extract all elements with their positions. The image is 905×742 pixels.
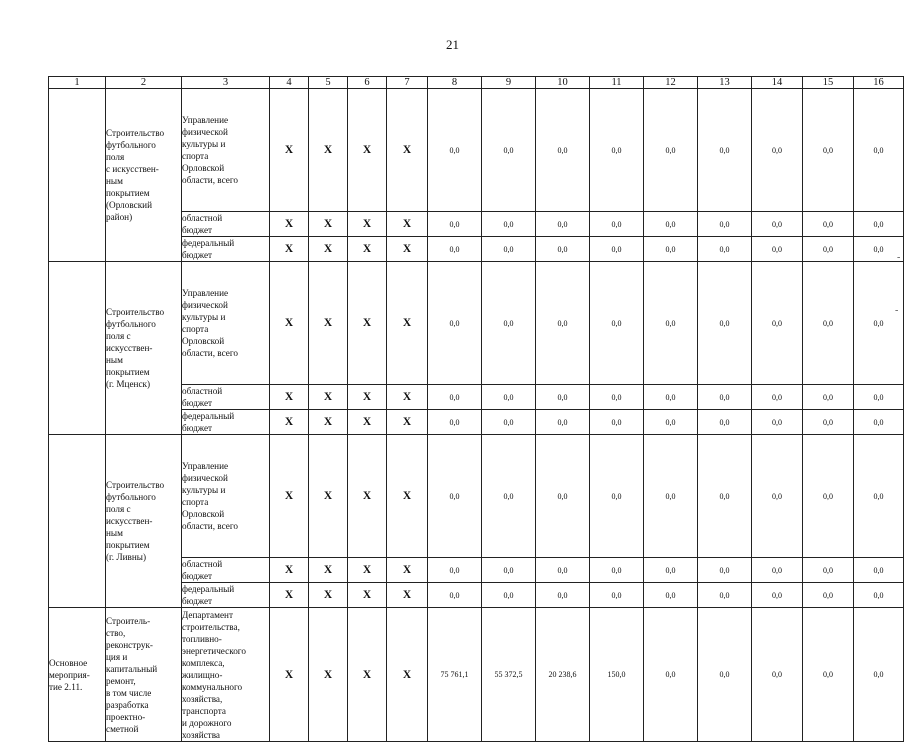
amount-cell: 0,0 xyxy=(482,385,536,410)
budget-table xyxy=(48,76,904,742)
amount-cell: 0,0 xyxy=(428,262,482,385)
code-x-cell: X xyxy=(387,237,428,262)
amount-cell: 0,0 xyxy=(698,385,752,410)
column-header-12: 12 xyxy=(644,77,698,89)
code-x-cell: X xyxy=(348,608,387,742)
amount-cell: 0,0 xyxy=(698,237,752,262)
column-header-2: 2 xyxy=(106,77,182,89)
amount-cell: 0,0 xyxy=(752,608,803,742)
amount-cell: 0,0 xyxy=(536,583,590,608)
amount-cell: 0,0 xyxy=(644,262,698,385)
executor-cell: областной бюджет xyxy=(182,212,270,237)
code-x-cell: X xyxy=(348,262,387,385)
code-x-cell: X xyxy=(270,212,309,237)
amount-cell: 0,0 xyxy=(590,385,644,410)
executor-cell: федеральный бюджет xyxy=(182,237,270,262)
amount-cell: 0,0 xyxy=(752,262,803,385)
code-x-cell: X xyxy=(309,89,348,212)
amount-cell: 0,0 xyxy=(590,237,644,262)
code-x-cell: X xyxy=(309,385,348,410)
column-header-13: 13 xyxy=(698,77,752,89)
amount-cell: 0,0 xyxy=(536,385,590,410)
code-x-cell: X xyxy=(270,583,309,608)
column-header-1: 1 xyxy=(49,77,106,89)
table-row xyxy=(49,89,904,212)
amount-cell: 0,0 xyxy=(698,89,752,212)
amount-cell: 0,0 xyxy=(698,212,752,237)
executor-cell: Управление физической культуры и спорта Орловской области, всего xyxy=(182,89,270,212)
amount-cell: 0,0 xyxy=(803,89,854,212)
amount-cell: 0,0 xyxy=(752,237,803,262)
amount-cell: 0,0 xyxy=(482,237,536,262)
executor-cell: Департамент строительства, топливно- энергетического комплекса, жилищно- коммунального хозяйства, транспорта и дорожного хозяйства xyxy=(182,608,270,742)
code-x-cell: X xyxy=(387,410,428,435)
column-header-16: 16 xyxy=(854,77,904,89)
column-header-6: 6 xyxy=(348,77,387,89)
margin-mark: - xyxy=(897,252,901,263)
amount-cell: 0,0 xyxy=(752,435,803,558)
amount-cell: 0,0 xyxy=(752,410,803,435)
amount-cell: 0,0 xyxy=(752,558,803,583)
column-header-9: 9 xyxy=(482,77,536,89)
amount-cell: 0,0 xyxy=(803,583,854,608)
amount-cell: 0,0 xyxy=(590,435,644,558)
code-x-cell: X xyxy=(387,262,428,385)
code-x-cell: X xyxy=(348,237,387,262)
project-name-cell: Строительство футбольного поля с искусствен- ным покрытием (Орловский район) xyxy=(106,89,182,262)
amount-cell: 0,0 xyxy=(482,435,536,558)
amount-cell: 0,0 xyxy=(428,558,482,583)
amount-cell: 150,0 xyxy=(590,608,644,742)
column-header-11: 11 xyxy=(590,77,644,89)
amount-cell: 0,0 xyxy=(590,89,644,212)
code-x-cell: X xyxy=(387,558,428,583)
code-x-cell: X xyxy=(309,237,348,262)
project-name-cell: Строительство футбольного поля с искусствен- ным покрытием (г. Мценск) xyxy=(106,262,182,435)
amount-cell: 0,0 xyxy=(854,583,904,608)
executor-cell: федеральный бюджет xyxy=(182,410,270,435)
column-header-8: 8 xyxy=(428,77,482,89)
amount-cell: 0,0 xyxy=(644,237,698,262)
amount-cell: 20 238,6 xyxy=(536,608,590,742)
amount-cell: 0,0 xyxy=(428,583,482,608)
column-header-7: 7 xyxy=(387,77,428,89)
code-x-cell: X xyxy=(348,89,387,212)
code-x-cell: X xyxy=(270,385,309,410)
amount-cell: 0,0 xyxy=(644,385,698,410)
code-x-cell: X xyxy=(348,410,387,435)
code-x-cell: X xyxy=(348,435,387,558)
page-number: 21 xyxy=(446,37,459,52)
amount-cell: 0,0 xyxy=(752,212,803,237)
amount-cell: 0,0 xyxy=(803,237,854,262)
amount-cell: 0,0 xyxy=(428,237,482,262)
amount-cell: 0,0 xyxy=(482,583,536,608)
amount-cell: 0,0 xyxy=(536,410,590,435)
code-x-cell: X xyxy=(309,410,348,435)
amount-cell: 0,0 xyxy=(536,89,590,212)
project-name-cell: Строительство футбольного поля с искусствен- ным покрытием (г. Ливны) xyxy=(106,435,182,608)
amount-cell: 0,0 xyxy=(698,583,752,608)
code-x-cell: X xyxy=(387,435,428,558)
amount-cell: 0,0 xyxy=(803,558,854,583)
code-x-cell: X xyxy=(270,262,309,385)
amount-cell: 0,0 xyxy=(482,262,536,385)
code-x-cell: X xyxy=(309,558,348,583)
code-x-cell: X xyxy=(387,385,428,410)
code-x-cell: X xyxy=(270,435,309,558)
executor-cell: Управление физической культуры и спорта Орловской области, всего xyxy=(182,435,270,558)
amount-cell: 0,0 xyxy=(590,212,644,237)
code-x-cell: X xyxy=(270,558,309,583)
amount-cell: 0,0 xyxy=(644,435,698,558)
amount-cell: 0,0 xyxy=(428,410,482,435)
amount-cell: 0,0 xyxy=(536,212,590,237)
amount-cell: 0,0 xyxy=(482,410,536,435)
amount-cell: 0,0 xyxy=(428,385,482,410)
amount-cell: 0,0 xyxy=(803,435,854,558)
amount-cell: 0,0 xyxy=(854,385,904,410)
table-row xyxy=(49,262,904,385)
amount-cell: 0,0 xyxy=(482,212,536,237)
code-x-cell: X xyxy=(270,410,309,435)
executor-cell: областной бюджет xyxy=(182,385,270,410)
margin-mark: - xyxy=(895,305,899,316)
table-row xyxy=(49,435,904,558)
code-x-cell: X xyxy=(348,558,387,583)
activity-cell xyxy=(49,89,106,262)
amount-cell: 0,0 xyxy=(428,435,482,558)
amount-cell: 0,0 xyxy=(644,608,698,742)
amount-cell: 0,0 xyxy=(854,410,904,435)
column-header-5: 5 xyxy=(309,77,348,89)
column-header-15: 15 xyxy=(803,77,854,89)
amount-cell: 0,0 xyxy=(854,608,904,742)
column-header-4: 4 xyxy=(270,77,309,89)
amount-cell: 0,0 xyxy=(536,262,590,385)
code-x-cell: X xyxy=(309,435,348,558)
code-x-cell: X xyxy=(387,212,428,237)
table-row xyxy=(49,608,904,742)
amount-cell: 0,0 xyxy=(803,212,854,237)
code-x-cell: X xyxy=(270,237,309,262)
amount-cell: 0,0 xyxy=(803,608,854,742)
executor-cell: федеральный бюджет xyxy=(182,583,270,608)
amount-cell: 0,0 xyxy=(644,212,698,237)
code-x-cell: X xyxy=(348,583,387,608)
amount-cell: 55 372,5 xyxy=(482,608,536,742)
amount-cell: 0,0 xyxy=(698,558,752,583)
amount-cell: 0,0 xyxy=(482,558,536,583)
code-x-cell: X xyxy=(348,385,387,410)
code-x-cell: X xyxy=(309,608,348,742)
column-header-10: 10 xyxy=(536,77,590,89)
amount-cell: 0,0 xyxy=(698,410,752,435)
code-x-cell: X xyxy=(309,212,348,237)
executor-cell: областной бюджет xyxy=(182,558,270,583)
amount-cell: 0,0 xyxy=(854,558,904,583)
code-x-cell: X xyxy=(387,608,428,742)
header-row xyxy=(49,77,904,89)
amount-cell: 0,0 xyxy=(803,385,854,410)
column-header-14: 14 xyxy=(752,77,803,89)
amount-cell: 75 761,1 xyxy=(428,608,482,742)
amount-cell: 0,0 xyxy=(854,89,904,212)
amount-cell: 0,0 xyxy=(803,262,854,385)
code-x-cell: X xyxy=(387,89,428,212)
activity-cell: Основное мероприя- тие 2.11. xyxy=(49,608,106,742)
column-header-3: 3 xyxy=(182,77,270,89)
amount-cell: 0,0 xyxy=(482,89,536,212)
amount-cell: 0,0 xyxy=(590,262,644,385)
amount-cell: 0,0 xyxy=(590,410,644,435)
activity-cell xyxy=(49,435,106,608)
amount-cell: 0,0 xyxy=(854,435,904,558)
amount-cell: 0,0 xyxy=(752,583,803,608)
amount-cell: 0,0 xyxy=(854,262,904,385)
amount-cell: 0,0 xyxy=(428,89,482,212)
amount-cell: 0,0 xyxy=(698,608,752,742)
amount-cell: 0,0 xyxy=(536,558,590,583)
activity-cell xyxy=(49,262,106,435)
executor-cell: Управление физической культуры и спорта Орловской области, всего xyxy=(182,262,270,385)
code-x-cell: X xyxy=(387,583,428,608)
project-name-cell: Строитель- ство, реконструк- ция и капитальный ремонт, в том числе разработка проектно- сметной xyxy=(106,608,182,742)
amount-cell: 0,0 xyxy=(536,237,590,262)
code-x-cell: X xyxy=(348,212,387,237)
amount-cell: 0,0 xyxy=(752,385,803,410)
amount-cell: 0,0 xyxy=(752,89,803,212)
amount-cell: 0,0 xyxy=(644,558,698,583)
amount-cell: 0,0 xyxy=(536,435,590,558)
amount-cell: 0,0 xyxy=(590,558,644,583)
amount-cell: 0,0 xyxy=(854,237,904,262)
amount-cell: 0,0 xyxy=(698,435,752,558)
amount-cell: 0,0 xyxy=(803,410,854,435)
amount-cell: 0,0 xyxy=(854,212,904,237)
amount-cell: 0,0 xyxy=(644,583,698,608)
code-x-cell: X xyxy=(309,583,348,608)
code-x-cell: X xyxy=(270,608,309,742)
amount-cell: 0,0 xyxy=(644,89,698,212)
amount-cell: 0,0 xyxy=(698,262,752,385)
amount-cell: 0,0 xyxy=(644,410,698,435)
code-x-cell: X xyxy=(270,89,309,212)
code-x-cell: X xyxy=(309,262,348,385)
amount-cell: 0,0 xyxy=(590,583,644,608)
amount-cell: 0,0 xyxy=(428,212,482,237)
